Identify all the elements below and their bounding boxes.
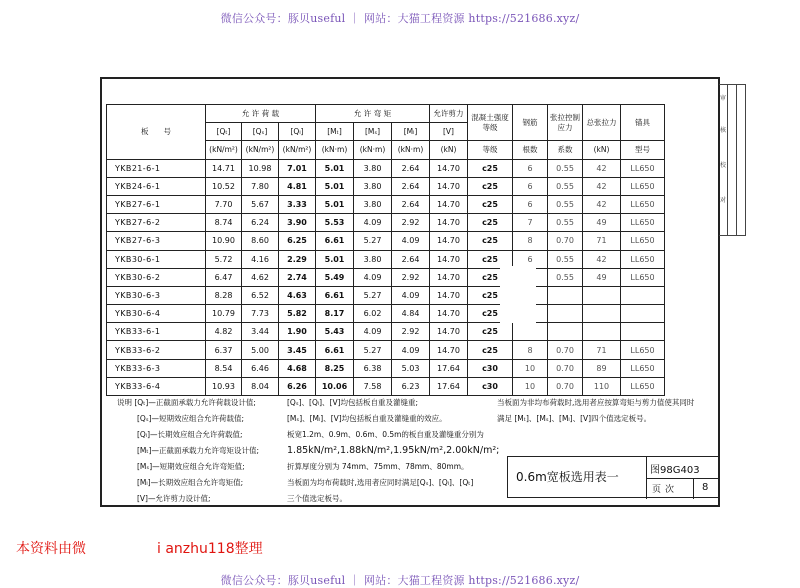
legend-line: [V]—允许剪力设计值; (137, 494, 211, 503)
table-cell: 2.92 (392, 214, 430, 232)
table-cell: LL650 (621, 250, 665, 268)
table-cell: 2.64 (392, 195, 430, 213)
table-cell: 2.92 (392, 268, 430, 286)
header-v: [V] (430, 123, 468, 141)
table-cell: 2.29 (279, 250, 316, 268)
header-total-force: 总张拉力 (583, 105, 621, 141)
legend-line: 说明 [Qₜ]—正截面承载力允许荷载设计值; (117, 398, 256, 407)
legend-line: 当板面为非均布荷载时,选用者应按算弯矩与剪力值使其同时 (497, 398, 695, 407)
header-concrete: 混凝土强度等级 (468, 105, 513, 141)
table-row (107, 159, 665, 177)
table-cell: 5.00 (242, 341, 279, 359)
table-cell: c25 (468, 214, 513, 232)
table-cell: 3.80 (354, 195, 392, 213)
table-cell: 8.25 (316, 359, 354, 377)
legend-line: [Mₗ]—长期效应组合允许弯矩值; (137, 478, 244, 487)
table-cell: 5.01 (316, 195, 354, 213)
legend-nonuniform (497, 395, 694, 427)
board-id-cell: YKB33-6-1 (107, 323, 206, 341)
table-cell: 0.55 (548, 250, 583, 268)
table-cell: 8.28 (206, 286, 242, 304)
table-cell: 0.70 (548, 377, 583, 395)
unit-concrete: 等级 (468, 141, 513, 159)
table-cell: 6.02 (354, 305, 392, 323)
table-cell: 5.27 (354, 286, 392, 304)
table-cell: 6.61 (316, 232, 354, 250)
strip-mark: 审 (720, 95, 727, 102)
unit-moment: (kN·m) (316, 141, 354, 159)
legend-line: 当板面为均布荷载时,选用者应同时满足[Qₛ]、[Qₗ]、[Qₜ] (287, 478, 474, 487)
table-cell: 14.70 (430, 177, 468, 195)
table-row (107, 359, 665, 377)
board-id-cell: YKB30-6-4 (107, 305, 206, 323)
sheet-title: 0.6m宽板选用表一 (516, 470, 619, 484)
table-cell: 42 (583, 159, 621, 177)
table-cell: 8.74 (206, 214, 242, 232)
legend-line: [Qₗ]—长期效应组合允许荷载值; (137, 430, 243, 439)
atlas-code: 图98G403 (650, 465, 700, 476)
table-cell: 5.53 (316, 214, 354, 232)
header-q-total: [Qₜ] (206, 123, 242, 141)
strip-mark: 核 (720, 127, 727, 134)
table-cell: 4.16 (242, 250, 279, 268)
table-cell: c25 (468, 341, 513, 359)
board-id-cell: YKB33-6-2 (107, 341, 206, 359)
table-cell: 71 (583, 341, 621, 359)
legend-line: 折算厚度分别为 74mm、75mm、78mm、80mm。 (287, 462, 469, 471)
table-cell: 5.03 (392, 359, 430, 377)
table-cell: 7.73 (242, 305, 279, 323)
header-q-long: [Qₗ] (279, 123, 316, 141)
blank-overlay (500, 266, 536, 323)
board-id-cell: YKB21-6-1 (107, 159, 206, 177)
table-cell: c25 (468, 177, 513, 195)
table-row (107, 250, 665, 268)
table-cell: 6.46 (242, 359, 279, 377)
table-row (107, 377, 665, 395)
table-cell: 6.23 (392, 377, 430, 395)
title-block (507, 456, 719, 498)
table-row (107, 195, 665, 213)
header-m-long: [Mₗ] (392, 123, 430, 141)
board-id-cell: YKB30-6-2 (107, 268, 206, 286)
table-cell: 4.09 (392, 341, 430, 359)
table-cell: 4.09 (354, 323, 392, 341)
table-cell: 6.61 (316, 341, 354, 359)
unit-prestress: 系数 (548, 141, 583, 159)
table-cell: c25 (468, 305, 513, 323)
unit-force: (kN) (583, 141, 621, 159)
table-cell: 14.71 (206, 159, 242, 177)
table-cell: LL650 (621, 232, 665, 250)
table-row (107, 341, 665, 359)
table-cell: 8 (513, 341, 548, 359)
table-cell: 14.70 (430, 250, 468, 268)
table-cell: 0.55 (548, 195, 583, 213)
board-id-cell: YKB33-6-3 (107, 359, 206, 377)
table-cell: 7.80 (242, 177, 279, 195)
table-cell: 7.70 (206, 195, 242, 213)
table-cell: c25 (468, 286, 513, 304)
table-cell: 4.63 (279, 286, 316, 304)
table-cell: LL650 (621, 268, 665, 286)
legend-line: 板宽1.2m、0.9m、0.6m、0.5m的板自重及灌缝重分别为 (287, 430, 484, 439)
table-cell: 10.79 (206, 305, 242, 323)
table-cell: 5.01 (316, 250, 354, 268)
table-cell: 10.98 (242, 159, 279, 177)
table-cell: 14.70 (430, 286, 468, 304)
table-row (107, 232, 665, 250)
table-cell: 17.64 (430, 359, 468, 377)
watermark-bottom: 微信公众号：豚贝useful ｜ 网站：大猫工程资源 https://521686.xyz/ (220, 574, 580, 587)
table-cell: c25 (468, 250, 513, 268)
table-cell: 5.27 (354, 232, 392, 250)
table-cell: 4.09 (392, 232, 430, 250)
table-cell: 0.70 (548, 359, 583, 377)
table-cell: 6.47 (206, 268, 242, 286)
table-cell: LL650 (621, 214, 665, 232)
table-cell (621, 305, 665, 323)
table-cell: 6.25 (279, 232, 316, 250)
table-row (107, 177, 665, 195)
header-prestress: 张拉控制应力 (548, 105, 583, 141)
board-id-cell: YKB27-6-2 (107, 214, 206, 232)
table-cell: 4.68 (279, 359, 316, 377)
legend-line: 三个值选定板号。 (287, 494, 347, 503)
table-cell: 4.82 (206, 323, 242, 341)
table-cell: 3.80 (354, 177, 392, 195)
table-cell: 6 (513, 250, 548, 268)
table-cell: c25 (468, 232, 513, 250)
table-cell: 5.01 (316, 159, 354, 177)
table-cell: 0.55 (548, 268, 583, 286)
board-id-cell: YKB27-6-3 (107, 232, 206, 250)
watermark-top: 微信公众号：豚贝useful ｜ 网站：大猫工程资源 https://521686.xyz/ (220, 12, 580, 25)
legend-line: 1.85kN/m²,1.88kN/m²,1.95kN/m²,2.00kN/m²; (287, 445, 500, 456)
table-cell: 3.80 (354, 159, 392, 177)
table-cell: 5.49 (316, 268, 354, 286)
table-cell: 6 (513, 159, 548, 177)
table-cell: 0.70 (548, 232, 583, 250)
legend-line: [Mₛ]、[Mₗ]、[V]均包括板自重及灌缝重的效应。 (287, 414, 447, 423)
table-cell: 6.26 (279, 377, 316, 395)
table-cell (583, 323, 621, 341)
table-cell: 14.70 (430, 323, 468, 341)
board-selection-table (106, 104, 665, 396)
table-cell: 14.70 (430, 268, 468, 286)
table-cell: 6.38 (354, 359, 392, 377)
table-cell: 49 (583, 268, 621, 286)
table-cell: 3.44 (242, 323, 279, 341)
table-cell: 4.62 (242, 268, 279, 286)
table-cell: 8.54 (206, 359, 242, 377)
table-cell (548, 305, 583, 323)
legend-line: [Mₛ]—短期效应组合允许弯矩值; (137, 462, 245, 471)
table-cell: 10.90 (206, 232, 242, 250)
table-cell: 42 (583, 195, 621, 213)
table-cell: 2.64 (392, 250, 430, 268)
table-cell: 14.70 (430, 305, 468, 323)
table-cell: 5.82 (279, 305, 316, 323)
table-cell: c30 (468, 359, 513, 377)
table-cell: 3.90 (279, 214, 316, 232)
legend-line: [Mₜ]—正截面承载力允许弯矩设计值; (137, 446, 260, 455)
table-cell: 5.43 (316, 323, 354, 341)
table-cell: LL650 (621, 177, 665, 195)
table-cell: 10.93 (206, 377, 242, 395)
table-cell: 49 (583, 214, 621, 232)
table-cell: 14.70 (430, 232, 468, 250)
table-cell: 14.70 (430, 341, 468, 359)
table-cell: 8.04 (242, 377, 279, 395)
table-cell: 7 (513, 214, 548, 232)
table-cell: 10.52 (206, 177, 242, 195)
table-cell: 3.33 (279, 195, 316, 213)
table-cell: c25 (468, 268, 513, 286)
board-id-cell: YKB30-6-3 (107, 286, 206, 304)
strip-mark: 校 (720, 162, 727, 169)
header-load-group: 允 许 荷 载 (206, 105, 316, 123)
table-cell: 17.64 (430, 377, 468, 395)
unit-moment: (kN·m) (392, 141, 430, 159)
unit-shear: (kN) (430, 141, 468, 159)
header-q-short: [Qₛ] (242, 123, 279, 141)
table-cell: LL650 (621, 159, 665, 177)
header-anchor: 锚具 (621, 105, 665, 141)
table-cell: 5.67 (242, 195, 279, 213)
table-cell: c25 (468, 159, 513, 177)
table-cell: 7.58 (354, 377, 392, 395)
source-note-left: 本资料由微 (16, 541, 86, 557)
table-cell: 14.70 (430, 159, 468, 177)
table-cell: LL650 (621, 359, 665, 377)
table-cell (621, 286, 665, 304)
table-cell: 8 (513, 232, 548, 250)
table-cell: 71 (583, 232, 621, 250)
board-id-cell: YKB30-6-1 (107, 250, 206, 268)
table-cell: LL650 (621, 341, 665, 359)
table-cell: 6 (513, 195, 548, 213)
table-cell: 6.61 (316, 286, 354, 304)
table-cell: 110 (583, 377, 621, 395)
board-id-cell: YKB24-6-1 (107, 177, 206, 195)
table-cell: 4.81 (279, 177, 316, 195)
table-cell: 2.74 (279, 268, 316, 286)
table-cell: c30 (468, 377, 513, 395)
table-cell: 0.70 (548, 341, 583, 359)
table-cell: 89 (583, 359, 621, 377)
table-cell: 2.64 (392, 177, 430, 195)
table-cell: 10.06 (316, 377, 354, 395)
table-cell: 8.17 (316, 305, 354, 323)
signature-strip (719, 84, 746, 236)
table-row (107, 286, 665, 304)
table-cell (621, 323, 665, 341)
source-note-right: i anzhu118整理 (157, 541, 263, 557)
table-cell: 3.45 (279, 341, 316, 359)
table-cell: 4.09 (392, 286, 430, 304)
unit-rebar: 根数 (513, 141, 548, 159)
legend-notes (287, 395, 499, 507)
table-cell: 2.92 (392, 323, 430, 341)
unit-load: (kN/m²) (206, 141, 242, 159)
table-cell: LL650 (621, 377, 665, 395)
table-row (107, 323, 665, 341)
table-row (107, 214, 665, 232)
table-cell: 42 (583, 250, 621, 268)
unit-load: (kN/m²) (279, 141, 316, 159)
table-cell: 5.27 (354, 341, 392, 359)
board-id-cell: YKB33-6-4 (107, 377, 206, 395)
table-cell (513, 323, 548, 341)
header-moment-group: 允 许 弯 矩 (316, 105, 430, 123)
table-cell: 2.64 (392, 159, 430, 177)
unit-anchor: 型号 (621, 141, 665, 159)
table-cell: 14.70 (430, 214, 468, 232)
table-cell: 10 (513, 359, 548, 377)
table-cell (583, 305, 621, 323)
table-cell: 1.90 (279, 323, 316, 341)
header-m-short: [Mₛ] (354, 123, 392, 141)
table-cell (548, 286, 583, 304)
table-cell: c25 (468, 195, 513, 213)
table-cell (548, 323, 583, 341)
unit-moment: (kN·m) (354, 141, 392, 159)
page-number: 8 (702, 482, 709, 493)
table-cell: 4.09 (354, 214, 392, 232)
page-label: 页次 (652, 485, 679, 495)
table-cell: 4.09 (354, 268, 392, 286)
table-cell: 5.01 (316, 177, 354, 195)
table-cell: 4.84 (392, 305, 430, 323)
table-row (107, 305, 665, 323)
table-cell: c25 (468, 323, 513, 341)
table-cell: 8.60 (242, 232, 279, 250)
table-cell: 6 (513, 177, 548, 195)
header-board: 板 号 (107, 105, 206, 160)
unit-load: (kN/m²) (242, 141, 279, 159)
table-cell: 3.80 (354, 250, 392, 268)
table-cell: 6.52 (242, 286, 279, 304)
table-cell (583, 286, 621, 304)
header-rebar: 钢筋 (513, 105, 548, 141)
table-cell: 14.70 (430, 195, 468, 213)
table-cell: 10 (513, 377, 548, 395)
header-m-total: [Mₜ] (316, 123, 354, 141)
table-cell: 42 (583, 177, 621, 195)
table-row (107, 268, 665, 286)
table-cell: 6.37 (206, 341, 242, 359)
legend-symbols (117, 395, 260, 507)
header-shear-group: 允许剪力 (430, 105, 468, 123)
table-cell: 5.72 (206, 250, 242, 268)
strip-mark: 对 (720, 197, 727, 204)
table-cell: 0.55 (548, 159, 583, 177)
table-cell: 7.01 (279, 159, 316, 177)
legend-line: [Qₛ]—短期效应组合允许荷载值; (137, 414, 245, 423)
table-cell: 0.55 (548, 214, 583, 232)
board-id-cell: YKB27-6-1 (107, 195, 206, 213)
legend-line: [Qₛ]、[Qₗ]、[V]均包括板自重及灌缝重; (287, 398, 419, 407)
table-cell: 0.55 (548, 177, 583, 195)
table-cell: LL650 (621, 195, 665, 213)
table-cell: 6.24 (242, 214, 279, 232)
legend-line: 满足 [Mₜ]、[Mₛ]、[Mₗ]、[V]四个值选定板号。 (497, 414, 652, 423)
